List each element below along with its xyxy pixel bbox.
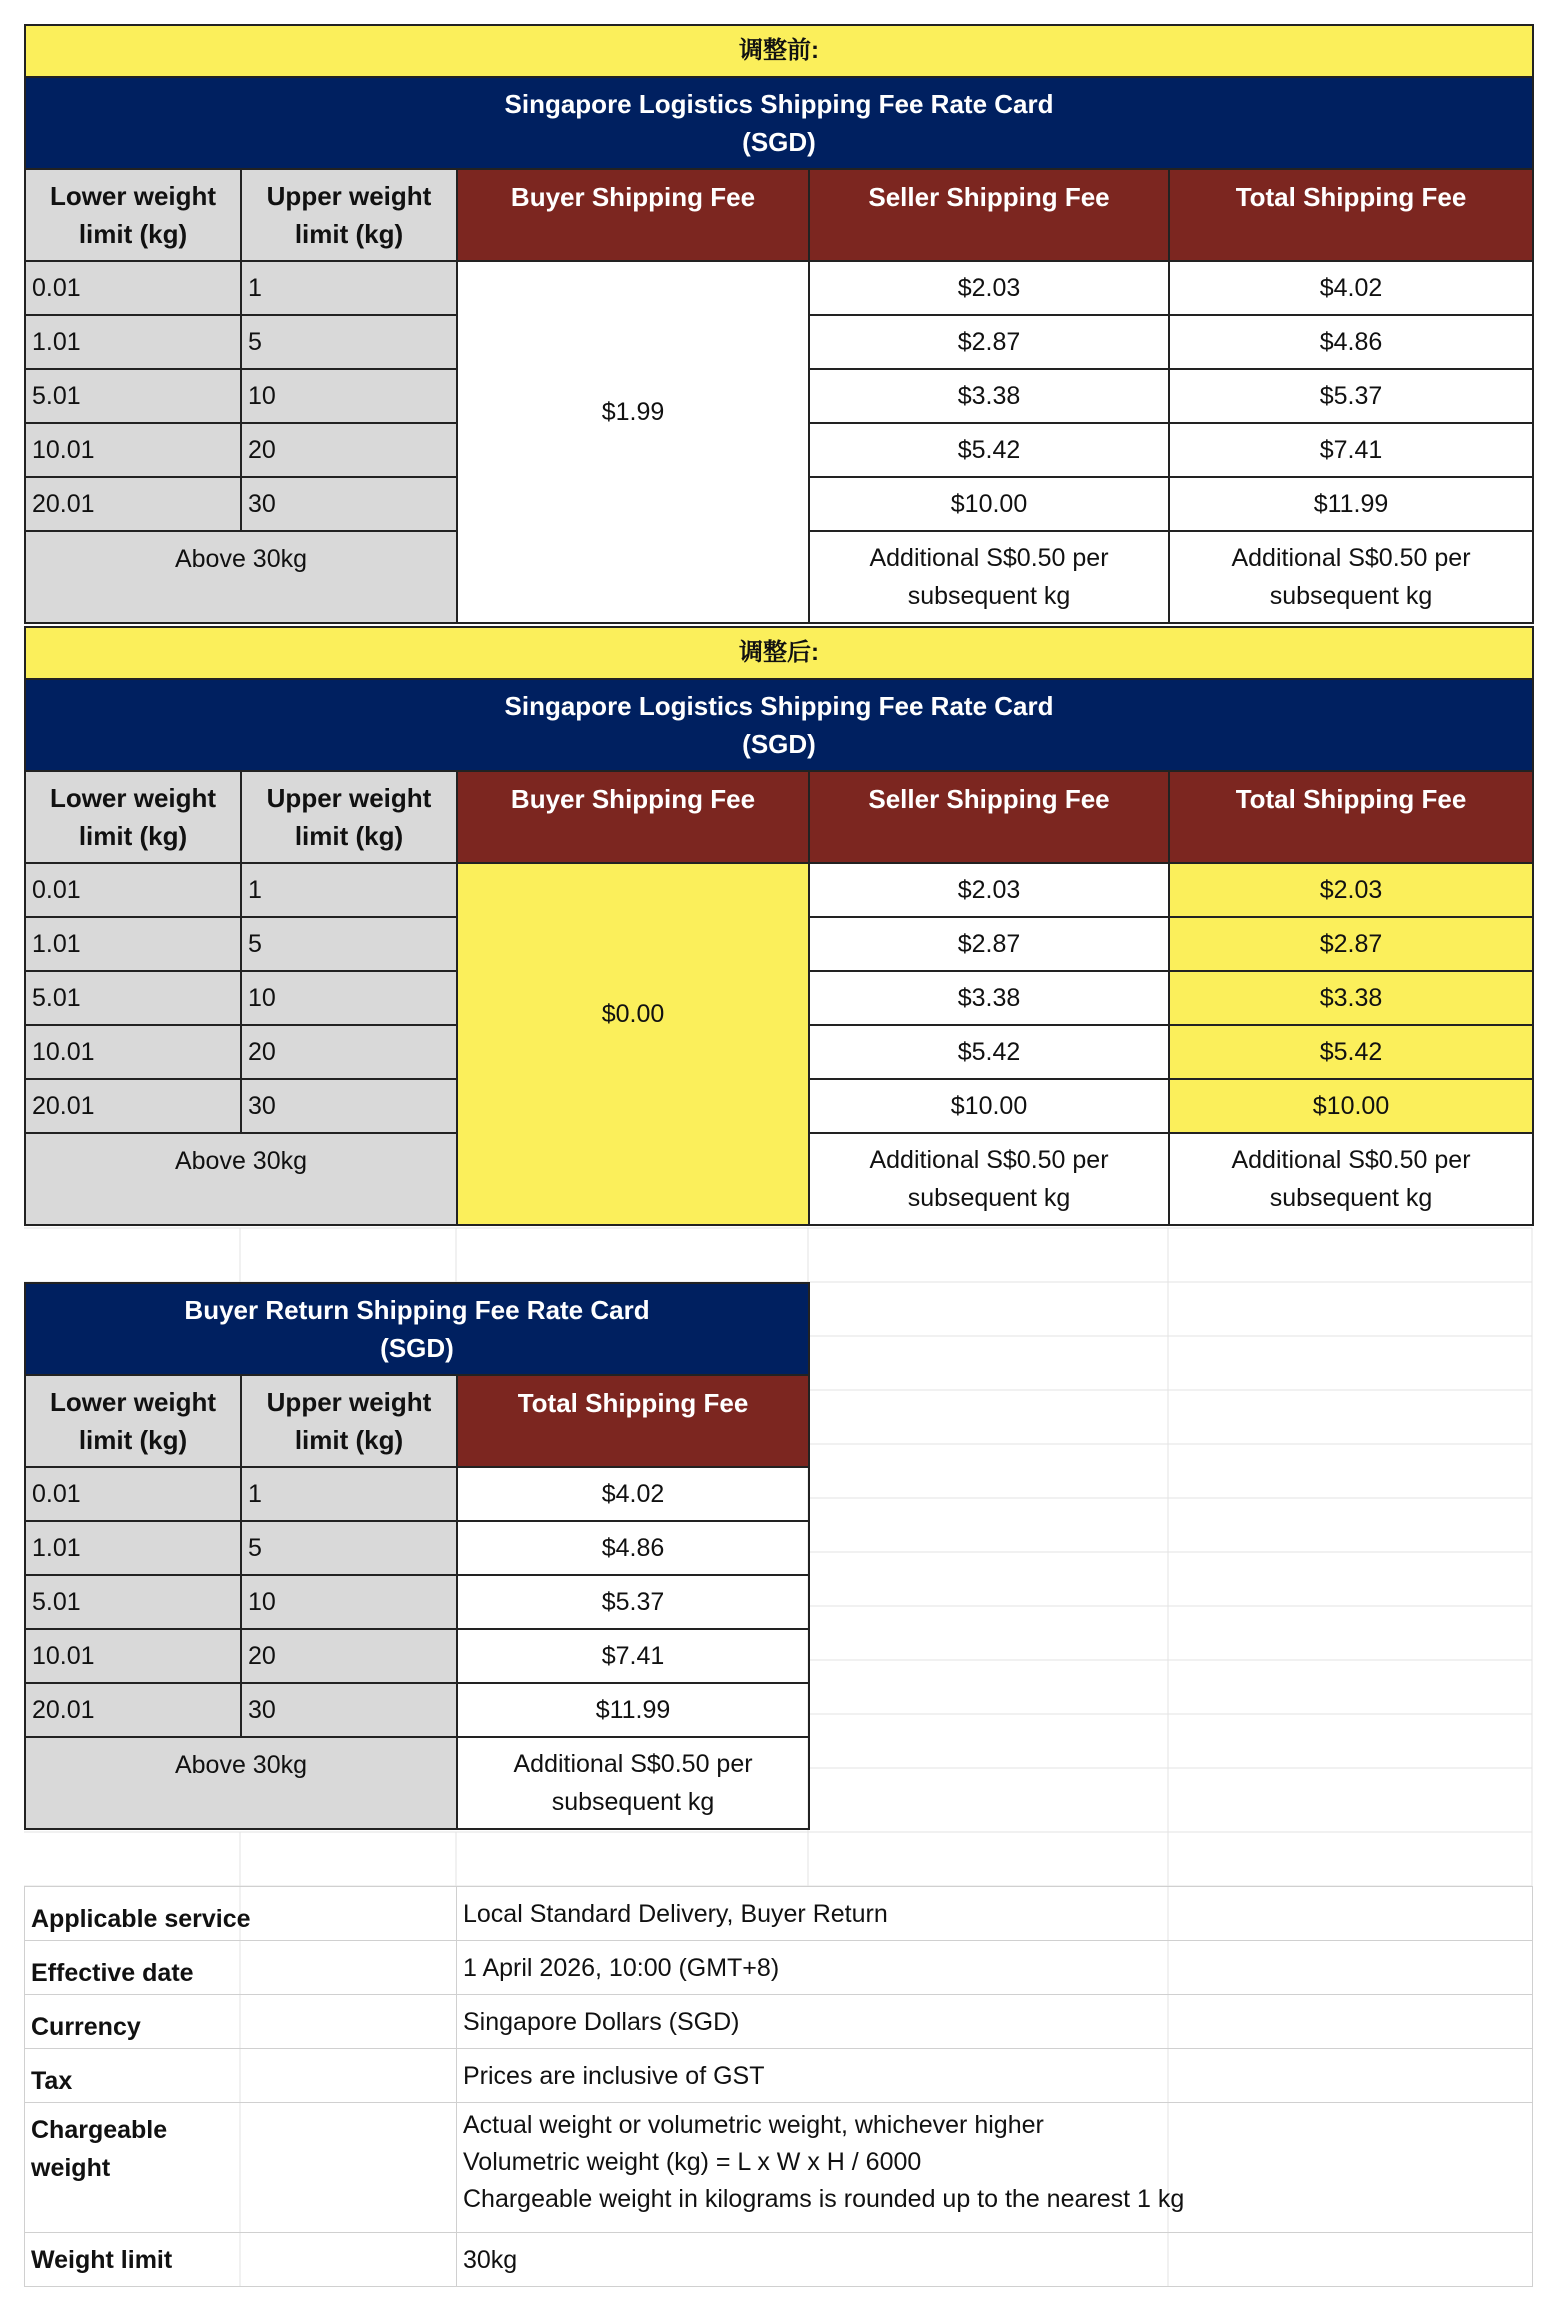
info-row — [25, 2233, 1533, 2287]
lower-cell: 1.01 — [25, 917, 241, 971]
seller-cell: $5.42 — [809, 1025, 1169, 1079]
before-header-upper: Upper weight limit (kg) — [241, 169, 457, 261]
table-row — [25, 1629, 809, 1683]
table-row — [25, 1575, 809, 1629]
total-cell: $11.99 — [457, 1683, 809, 1737]
after-header-seller: Seller Shipping Fee — [809, 771, 1169, 863]
info-label: Effective date — [25, 1941, 457, 1995]
return-header-lower: Lower weight limit (kg) — [25, 1375, 241, 1467]
total-cell: $10.00 — [1169, 1079, 1533, 1133]
upper-cell: 20 — [241, 1025, 457, 1079]
above-cell: Above 30kg — [25, 531, 457, 623]
total-cell: $4.02 — [1169, 261, 1533, 315]
seller-cell: $2.03 — [809, 261, 1169, 315]
lower-cell: 5.01 — [25, 971, 241, 1025]
total-cell: $5.37 — [1169, 369, 1533, 423]
upper-cell: 1 — [241, 863, 457, 917]
total-cell: $5.37 — [457, 1575, 809, 1629]
info-value-line: Prices are inclusive of GST — [463, 2061, 765, 2090]
info-value-line: Actual weight or volumetric weight, whichever higher — [463, 2111, 1044, 2139]
upper-cell: 10 — [241, 1575, 457, 1629]
lower-cell: 20.01 — [25, 1683, 241, 1737]
seller-cell: $3.38 — [809, 369, 1169, 423]
upper-cell: 10 — [241, 971, 457, 1025]
seller-cell: $3.38 — [809, 971, 1169, 1025]
info-label — [25, 2103, 457, 2233]
info-value — [457, 1995, 1533, 2049]
after-header-lower: Lower weight limit (kg) — [25, 771, 241, 863]
info-value-line: Volumetric weight (kg) = L x W x H / 6000 — [463, 2148, 922, 2176]
total-cell: $4.02 — [457, 1467, 809, 1521]
above-cell: Above 30kg — [25, 1737, 457, 1829]
lower-cell: 1.01 — [25, 1521, 241, 1575]
upper-cell: 20 — [241, 423, 457, 477]
after-buyer-fee: $0.00 — [457, 863, 809, 1225]
table-row — [25, 1467, 809, 1521]
table-row — [25, 261, 1533, 315]
after-title-line2: (SGD) — [742, 729, 816, 759]
total-cell: $7.41 — [1169, 423, 1533, 477]
total-cell: $2.03 — [1169, 863, 1533, 917]
info-value — [457, 2233, 1533, 2287]
rate-card-before — [24, 24, 1534, 624]
lower-cell: 10.01 — [25, 423, 241, 477]
info-value-line: 1 April 2026, 10:00 (GMT+8) — [463, 1953, 780, 1982]
after-header-upper: Upper weight limit (kg) — [241, 771, 457, 863]
lower-cell: 0.01 — [25, 261, 241, 315]
after-header-total: Total Shipping Fee — [1169, 771, 1533, 863]
lower-cell: 10.01 — [25, 1025, 241, 1079]
table-row — [25, 1683, 809, 1737]
lower-cell: 0.01 — [25, 1467, 241, 1521]
upper-cell: 1 — [241, 1467, 457, 1521]
seller-cell: $5.42 — [809, 423, 1169, 477]
info-value-line: Local Standard Delivery, Buyer Return — [463, 1899, 888, 1928]
info-row — [25, 1995, 1533, 2049]
lower-cell: 20.01 — [25, 477, 241, 531]
lower-cell: 5.01 — [25, 1575, 241, 1629]
before-banner: 调整前: — [25, 25, 1533, 77]
total-cell: $11.99 — [1169, 477, 1533, 531]
upper-cell: 30 — [241, 1079, 457, 1133]
before-header-buyer: Buyer Shipping Fee — [457, 169, 809, 261]
return-rate-card — [24, 1282, 810, 1830]
after-title-line1: Singapore Logistics Shipping Fee Rate Card — [504, 691, 1054, 721]
total-cell: $5.42 — [1169, 1025, 1533, 1079]
table-row — [25, 863, 1533, 917]
total-additional: Additional S$0.50 per subsequent kg — [1169, 1133, 1533, 1225]
info-row — [25, 1941, 1533, 1995]
info-row — [25, 2049, 1533, 2103]
lower-cell: 20.01 — [25, 1079, 241, 1133]
info-value — [457, 2103, 1533, 2233]
info-label: Tax — [25, 2049, 457, 2103]
total-cell: $4.86 — [1169, 315, 1533, 369]
info-row — [25, 2103, 1533, 2233]
info-label: Currency — [25, 1995, 457, 2049]
before-buyer-fee: $1.99 — [457, 261, 809, 623]
upper-cell: 5 — [241, 1521, 457, 1575]
before-title-line1: Singapore Logistics Shipping Fee Rate Card — [504, 89, 1054, 119]
lower-cell: 1.01 — [25, 315, 241, 369]
info-value — [457, 2049, 1533, 2103]
upper-cell: 5 — [241, 917, 457, 971]
chargeable-weight-label: Chargeable weight — [31, 2116, 168, 2182]
info-value-line: 30kg — [463, 2245, 518, 2274]
info-label: Applicable service — [25, 1887, 457, 1941]
info-value-line: Chargeable weight in kilograms is rounded up to the nearest 1 kg — [463, 2185, 1185, 2213]
table-row — [25, 1737, 809, 1829]
above-cell: Above 30kg — [25, 1133, 457, 1225]
total-additional: Additional S$0.50 per subsequent kg — [1169, 531, 1533, 623]
return-title — [25, 1283, 809, 1375]
total-cell: $3.38 — [1169, 971, 1533, 1025]
total-cell: $4.86 — [457, 1521, 809, 1575]
upper-cell: 30 — [241, 1683, 457, 1737]
upper-cell: 30 — [241, 477, 457, 531]
info-value-line: Singapore Dollars (SGD) — [463, 2007, 740, 2036]
before-title — [25, 77, 1533, 169]
after-title — [25, 679, 1533, 771]
return-total-additional: Additional S$0.50 per subsequent kg — [457, 1737, 809, 1829]
lower-cell: 5.01 — [25, 369, 241, 423]
seller-cell: $2.03 — [809, 863, 1169, 917]
info-table — [24, 1886, 1533, 2287]
after-header-buyer: Buyer Shipping Fee — [457, 771, 809, 863]
seller-cell: $2.87 — [809, 917, 1169, 971]
rate-card-after — [24, 626, 1534, 1226]
lower-cell: 10.01 — [25, 1629, 241, 1683]
upper-cell: 5 — [241, 315, 457, 369]
info-label: Weight limit — [25, 2233, 457, 2287]
info-row — [25, 1887, 1533, 1941]
seller-cell: $10.00 — [809, 477, 1169, 531]
return-title-line1: Buyer Return Shipping Fee Rate Card — [184, 1295, 650, 1325]
upper-cell: 1 — [241, 261, 457, 315]
seller-additional: Additional S$0.50 per subsequent kg — [809, 1133, 1169, 1225]
return-title-line2: (SGD) — [380, 1333, 454, 1363]
seller-additional: Additional S$0.50 per subsequent kg — [809, 531, 1169, 623]
seller-cell: $10.00 — [809, 1079, 1169, 1133]
lower-cell: 0.01 — [25, 863, 241, 917]
return-header-total: Total Shipping Fee — [457, 1375, 809, 1467]
after-banner: 调整后: — [25, 627, 1533, 679]
info-value — [457, 1941, 1533, 1995]
upper-cell: 20 — [241, 1629, 457, 1683]
total-cell: $7.41 — [457, 1629, 809, 1683]
before-header-total: Total Shipping Fee — [1169, 169, 1533, 261]
before-header-seller: Seller Shipping Fee — [809, 169, 1169, 261]
upper-cell: 10 — [241, 369, 457, 423]
info-value — [457, 1887, 1533, 1941]
return-header-upper: Upper weight limit (kg) — [241, 1375, 457, 1467]
before-header-lower: Lower weight limit (kg) — [25, 169, 241, 261]
total-cell: $2.87 — [1169, 917, 1533, 971]
before-title-line2: (SGD) — [742, 127, 816, 157]
table-row — [25, 1521, 809, 1575]
seller-cell: $2.87 — [809, 315, 1169, 369]
